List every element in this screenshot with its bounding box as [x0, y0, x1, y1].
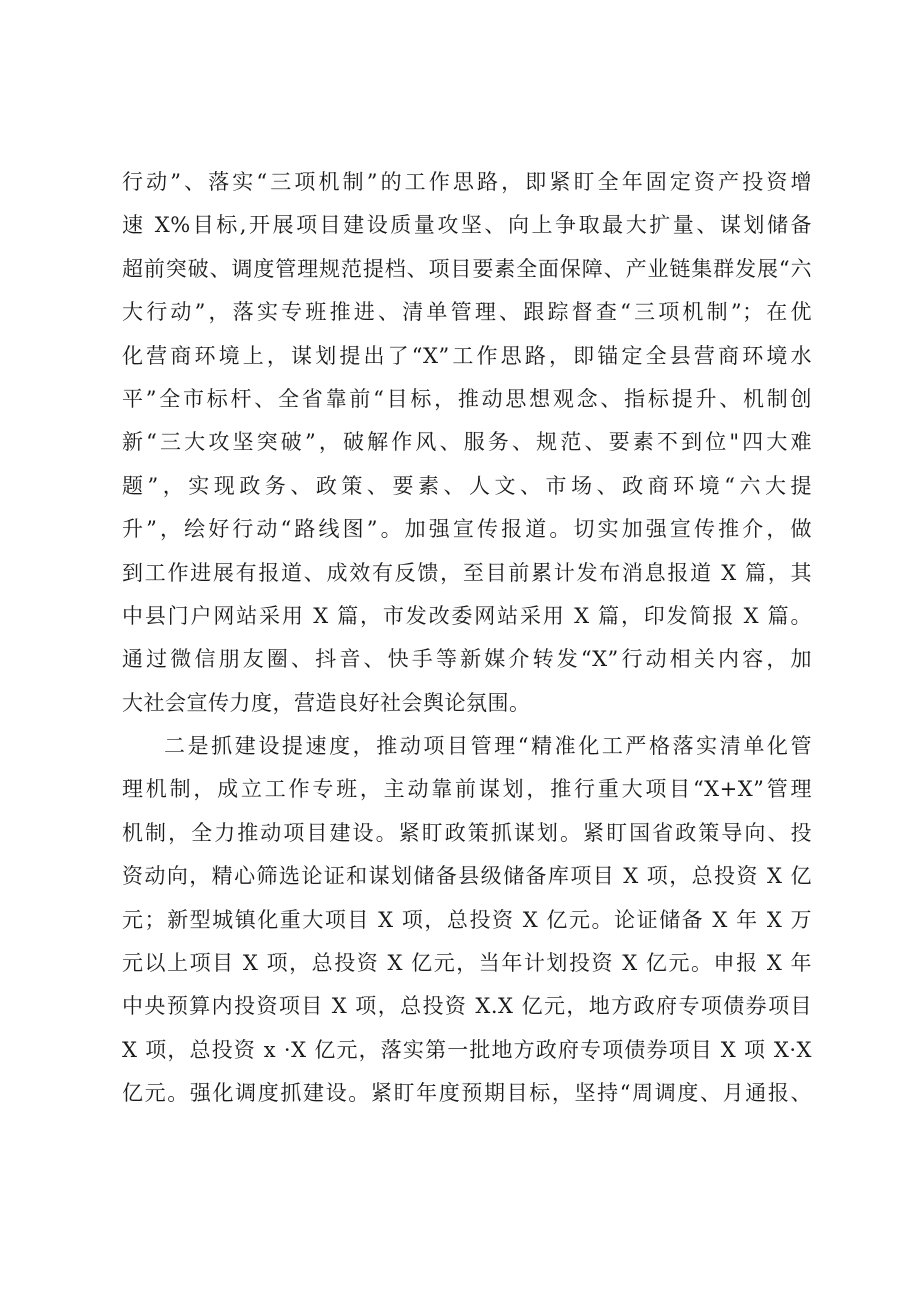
text-line-paragraph-start: 二是抓建设提速度，推动项目管理“精准化工严格落实清单化管	[164, 734, 812, 759]
text-line: 中县门户网站采用 X 篇，市发改委网站采用 X 篇，印发简报 X 篇。	[122, 603, 812, 628]
text-line: 新“三大攻坚突破”，破解作风、服务、规范、要素不到位"四大难	[122, 430, 812, 455]
text-line: X 项，总投资 x ·X 亿元，落实第一批地方政府专项债券项目 X 项 X·X	[122, 1037, 812, 1062]
text-line: 题”，实现政务、政策、要素、人文、市场、政商环境“六大提	[122, 473, 812, 498]
text-line: 元以上项目 X 项，总投资 X 亿元，当年计划投资 X 亿元。申报 X 年	[122, 951, 812, 976]
text-line: 超前突破、调度管理规范提档、项目要素全面保障、产业链集群发展“六	[122, 256, 812, 281]
text-line: 大行动”，落实专班推进、清单管理、跟踪督查“三项机制”；在优	[122, 300, 812, 325]
text-line: 速 X%目标,开展项目建设质量攻坚、向上争取最大扩量、谋划储备	[122, 213, 812, 238]
document-body	[122, 161, 812, 1116]
text-line-paragraph-end: 大社会宣传力度，营造良好社会舆论氛围。	[122, 690, 531, 715]
text-line: 资动向，精心筛选论证和谋划储备县级储备库项目 X 项，总投资 X 亿	[122, 864, 812, 889]
text-line: 元；新型城镇化重大项目 X 项，总投资 X 亿元。论证储备 X 年 X 万	[122, 907, 812, 932]
text-line: 理机制，成立工作专班，主动靠前谋划，推行重大项目“X+X”管理	[122, 777, 812, 802]
text-line: 升”，绘好行动“路线图”。加强宣传报道。切实加强宣传推介，做	[122, 517, 812, 542]
text-line: 中央预算内投资项目 X 项，总投资 X.X 亿元，地方政府专项债券项目	[122, 994, 812, 1019]
text-line: 行动”、落实“三项机制”的工作思路，即紧盯全年固定资产投资增	[122, 170, 812, 194]
text-line: 平”全市标杆、全省靠前“目标，推动思想观念、指标提升、机制创	[122, 386, 812, 411]
text-line: 化营商环境上，谋划提出了“X”工作思路，即锚定全县营商环境水	[122, 343, 812, 368]
text-line: 到工作进展有报道、成效有反馈，至目前累计发布消息报道 X 篇，其	[122, 560, 812, 585]
text-line: 机制，全力推动项目建设。紧盯政策抓谋划。紧盯国省政策导向、投	[122, 820, 812, 845]
text-line: 亿元。强化调度抓建设。紧盯年度预期目标，坚持“周调度、月通报、	[122, 1081, 812, 1106]
text-line: 通过微信朋友圈、抖音、快手等新媒介转发“X”行动相关内容，加	[122, 647, 812, 672]
